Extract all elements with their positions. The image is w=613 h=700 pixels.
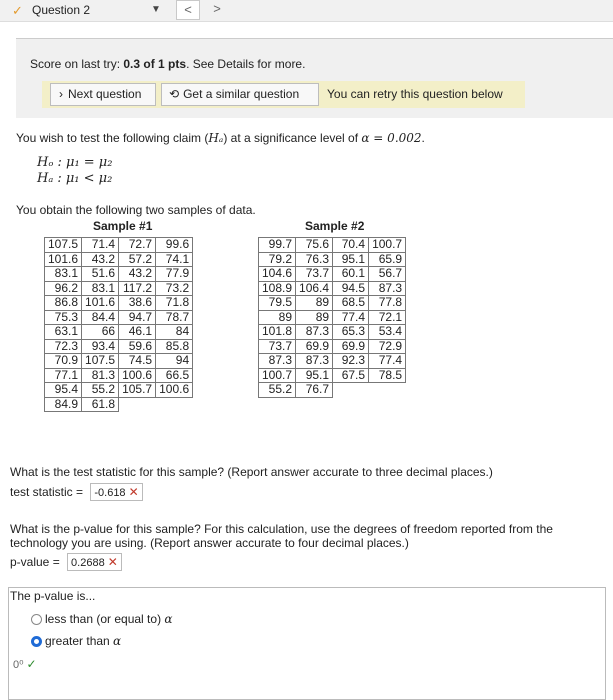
p-value-label: p-value =	[10, 555, 64, 569]
sample1-cell: 43.2	[82, 252, 119, 267]
sample2-cell: 68.5	[333, 296, 369, 311]
sample1-cell: 93.4	[82, 339, 119, 354]
sample2-cell: 73.7	[259, 339, 296, 354]
sample1-table	[44, 237, 193, 412]
test-statistic-input[interactable]: -0.618 ✕	[90, 483, 142, 501]
sample2-row	[259, 296, 406, 311]
sample1-cell	[156, 397, 193, 412]
wrong-mark-icon: ✕	[107, 555, 118, 569]
sample1-row	[45, 397, 193, 412]
sample1-cell: 46.1	[119, 325, 156, 340]
sample1-cell: 73.2	[156, 281, 193, 296]
sample1-cell: 66	[82, 325, 119, 340]
sample1-cell: 70.9	[45, 354, 82, 369]
conclusion-question-box	[8, 587, 606, 700]
sample2-cell: 89	[259, 310, 296, 325]
sample1-cell: 66.5	[156, 368, 193, 383]
sample2-cell	[333, 383, 369, 398]
sample2-cell: 77.8	[369, 296, 406, 311]
p-value-input[interactable]: 0.2688 ✕	[67, 553, 122, 571]
sample2-row	[259, 238, 406, 253]
sample1-cell: 83.1	[45, 267, 82, 282]
sample1-cell: 94.7	[119, 310, 156, 325]
sample2-cell: 70.4	[333, 238, 369, 253]
score-value: 0.3 of 1 pts	[123, 57, 187, 71]
alpha-value: α = 0.002	[361, 131, 422, 145]
sample1-cell: 105.7	[119, 383, 156, 398]
sample1-cell: 77.1	[45, 368, 82, 383]
sample1-cell: 61.8	[82, 397, 119, 412]
sample2-cell: 89	[296, 296, 333, 311]
sample2-row	[259, 281, 406, 296]
sample1-row	[45, 252, 193, 267]
sample1-cell: 100.6	[119, 368, 156, 383]
sample1-cell: 85.8	[156, 339, 193, 354]
radio-greater-than[interactable]	[31, 636, 42, 647]
test-statistic-label: test statistic =	[10, 485, 87, 499]
sample1-cell: 101.6	[45, 252, 82, 267]
feedback-row	[13, 657, 37, 671]
sample1-row	[45, 325, 193, 340]
sample2-cell: 60.1	[333, 267, 369, 282]
sample1-cell: 77.9	[156, 267, 193, 282]
sample1-row	[45, 238, 193, 253]
question-label[interactable]: Question 2	[32, 3, 91, 17]
sample1-cell: 107.5	[82, 354, 119, 369]
sample2-cell: 76.7	[296, 383, 333, 398]
sample1-cell: 81.3	[82, 368, 119, 383]
sample2-cell: 65.9	[369, 252, 406, 267]
sample2-cell: 73.7	[296, 267, 333, 282]
chevron-down-icon[interactable]: ▼	[151, 4, 161, 15]
conclusion-question: The p-value is...	[10, 589, 96, 603]
sample1-cell: 74.1	[156, 252, 193, 267]
feedback-label: 0⁰	[13, 659, 24, 671]
sample1-row	[45, 383, 193, 398]
sample1-cell: 100.6	[156, 383, 193, 398]
sample2-cell: 77.4	[333, 310, 369, 325]
sample2-cell: 87.3	[296, 325, 333, 340]
sample2-cell: 106.4	[296, 281, 333, 296]
sample1-cell: 71.4	[82, 238, 119, 253]
sample1-row	[45, 354, 193, 369]
sample1-cell: 78.7	[156, 310, 193, 325]
sample1-cell: 71.8	[156, 296, 193, 311]
sample2-cell: 95.1	[296, 368, 333, 383]
sample1-cell: 94	[156, 354, 193, 369]
sample1-cell	[119, 397, 156, 412]
sample2-cell: 108.9	[259, 281, 296, 296]
sample1-cell: 63.1	[45, 325, 82, 340]
sample2-cell: 100.7	[259, 368, 296, 383]
sample2-row	[259, 325, 406, 340]
option-greater-than[interactable]: greater than α	[31, 634, 121, 648]
sample2-cell: 87.3	[296, 354, 333, 369]
option-less-than[interactable]: less than (or equal to) α	[31, 612, 173, 626]
sample2-row	[259, 310, 406, 325]
sample2-cell: 76.3	[296, 252, 333, 267]
sample2-cell: 104.6	[259, 267, 296, 282]
sample1-cell: 83.1	[82, 281, 119, 296]
sample1-row	[45, 281, 193, 296]
sample2-cell: 69.9	[296, 339, 333, 354]
sample1-row	[45, 368, 193, 383]
sample1-cell: 84.4	[82, 310, 119, 325]
sample2-row	[259, 339, 406, 354]
sample1-row	[45, 310, 193, 325]
sample2-cell: 87.3	[259, 354, 296, 369]
sample2-row	[259, 267, 406, 282]
sample2-cell: 79.2	[259, 252, 296, 267]
score-panel	[16, 38, 613, 118]
action-bar	[42, 81, 525, 108]
sample2-cell: 72.9	[369, 339, 406, 354]
sample1-cell: 55.2	[82, 383, 119, 398]
sample1-cell: 57.2	[119, 252, 156, 267]
sample1-row	[45, 339, 193, 354]
similar-question-button[interactable]: ⟲ Get a similar question	[161, 83, 319, 106]
score-text: Score on last try: 0.3 of 1 pts. See Details for more.	[30, 57, 306, 71]
sample2-cell: 56.7	[369, 267, 406, 282]
chevron-right-icon: ›	[59, 87, 63, 101]
question-header	[0, 0, 613, 22]
sample2-cell: 101.8	[259, 325, 296, 340]
sample2-cell: 69.9	[333, 339, 369, 354]
sample2-cell: 89	[296, 310, 333, 325]
refresh-icon: ⟲	[169, 87, 180, 101]
sample1-cell: 96.2	[45, 281, 82, 296]
sample2-cell: 78.5	[369, 368, 406, 383]
test-statistic-question: What is the test statistic for this sample? (Report answer accurate to three decimal places.)	[10, 465, 493, 479]
wrong-mark-icon: ✕	[128, 485, 139, 499]
sample1-cell: 59.6	[119, 339, 156, 354]
sample1-cell: 84.9	[45, 397, 82, 412]
sample2-cell: 55.2	[259, 383, 296, 398]
sample2-row	[259, 368, 406, 383]
p-value-row	[10, 553, 122, 571]
sample2-cell	[369, 383, 406, 398]
test-statistic-row	[10, 483, 143, 501]
null-hypothesis: Hₒ : μ₁ = μ₂	[37, 155, 113, 170]
sample2-title: Sample #2	[305, 219, 365, 233]
correct-check-icon: ✓	[26, 657, 37, 671]
partial-check-icon: ✓	[12, 3, 23, 18]
sample2-cell: 94.5	[333, 281, 369, 296]
sample1-row	[45, 296, 193, 311]
sample2-cell: 92.3	[333, 354, 369, 369]
next-question-button[interactable]: › Next question	[50, 83, 156, 106]
sample1-cell: 99.6	[156, 238, 193, 253]
sample1-cell: 72.3	[45, 339, 82, 354]
sample2-cell: 100.7	[369, 238, 406, 253]
sample2-row	[259, 354, 406, 369]
ha-symbol: Hₐ	[208, 131, 224, 145]
sample2-cell: 95.1	[333, 252, 369, 267]
sample1-cell: 117.2	[119, 281, 156, 296]
sample2-cell: 67.5	[333, 368, 369, 383]
radio-less-than[interactable]	[31, 614, 42, 625]
sample2-cell: 87.3	[369, 281, 406, 296]
sample2-cell: 77.4	[369, 354, 406, 369]
previous-question-button[interactable]: <	[176, 0, 200, 20]
sample1-row	[45, 267, 193, 282]
sample1-cell: 72.7	[119, 238, 156, 253]
sample1-cell: 84	[156, 325, 193, 340]
sample2-cell: 53.4	[369, 325, 406, 340]
sample1-cell: 107.5	[45, 238, 82, 253]
sample2-row	[259, 252, 406, 267]
samples-intro: You obtain the following two samples of data.	[16, 203, 256, 217]
sample2-cell: 72.1	[369, 310, 406, 325]
sample2-cell: 79.5	[259, 296, 296, 311]
sample2-row	[259, 383, 406, 398]
sample1-title: Sample #1	[93, 219, 153, 233]
sample1-cell: 101.6	[82, 296, 119, 311]
p-value-question: What is the p-value for this sample? For this calculation, use the degrees of freedom reported from the technology you are using. (Report answer accurate to four decimal places.)	[10, 522, 553, 550]
sample1-cell: 74.5	[119, 354, 156, 369]
sample1-cell: 38.6	[119, 296, 156, 311]
sample1-cell: 86.8	[45, 296, 82, 311]
sample2-cell: 75.6	[296, 238, 333, 253]
retry-text: You can retry this question below	[327, 87, 503, 101]
claim-text: You wish to test the following claim (Hₐ) at a significance level of α = 0.002.	[16, 131, 425, 145]
sample1-cell: 51.6	[82, 267, 119, 282]
sample2-cell: 65.3	[333, 325, 369, 340]
alternative-hypothesis: Hₐ : μ₁ < μ₂	[37, 171, 113, 186]
sample2-cell: 99.7	[259, 238, 296, 253]
sample1-cell: 75.3	[45, 310, 82, 325]
next-question-arrow-button[interactable]: >	[213, 1, 221, 16]
sample1-cell: 95.4	[45, 383, 82, 398]
sample2-table	[258, 237, 406, 398]
sample1-cell: 43.2	[119, 267, 156, 282]
